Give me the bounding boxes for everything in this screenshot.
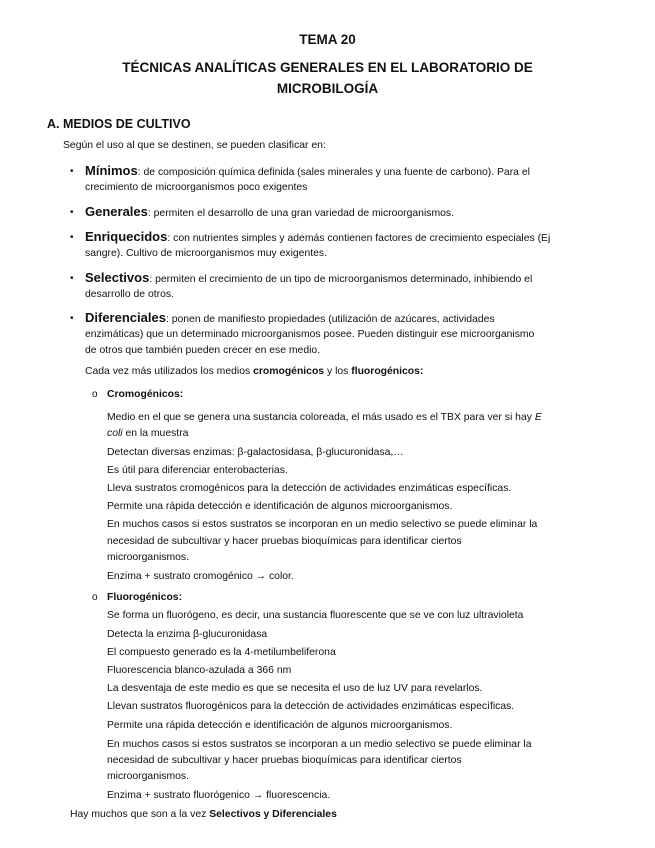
media-generales (85, 204, 454, 222)
media-desc: : permiten el crecimiento de un tipo de microorganismos determinado, inhibiendo el (149, 274, 533, 285)
cromo-line-1 (107, 410, 542, 426)
title-line-1: TÉCNICAS ANALÍTICAS GENERALES EN EL LABORATORIO DE (122, 60, 533, 75)
section-a-intro: Según el uso al que se destinen, se pueden clasificar en: (63, 140, 326, 151)
media-selectivos-cont: desarrollo de otros. (85, 289, 174, 300)
bullet-icon: • (70, 232, 74, 243)
media-desc: : permiten el desarrollo de una gran variedad de microorganismos. (147, 208, 454, 219)
cromo-line-9: microorganismos. (107, 552, 189, 563)
closing-pre: Hay muchos que son a la vez (70, 809, 210, 820)
media-term: Generales (85, 204, 148, 219)
media-term: Mínimos (85, 163, 138, 178)
tema-number: TEMA 20 (299, 32, 356, 47)
circle-bullet-icon: o (92, 389, 98, 400)
cromo-line-4: Es útil para diferenciar enterobacterias. (107, 465, 288, 476)
cromogenicos-heading (107, 387, 183, 403)
media-desc: : de composición química definida (sales minerales y una fuente de carbono). Para el (137, 167, 530, 178)
media-diferenciales-cont: enzimáticas) que un determinado microorganismos posee. Pueden distinguir ese microorganismo (85, 329, 535, 340)
media-minimos-cont: crecimiento de microorganismos poco exigentes (85, 182, 308, 193)
fluoro-line-2: Detecta la enzima β-glucuronidasa (107, 629, 268, 640)
bullet-icon: • (70, 207, 74, 218)
media-diferenciales-cont2: de otros que también pueden crecer en ese medio. (85, 345, 321, 356)
fluoro-line-9: necesidad de subcultivar y hacer pruebas bioquímicas para identificar ciertos (107, 755, 462, 766)
cromogenicos-heading-text: Cromogénicos: (107, 389, 184, 400)
closing-bold: Selectivos y Diferenciales (209, 809, 337, 820)
most-used-pre: Cada vez más utilizados los medios (85, 366, 254, 377)
closing-line (70, 807, 337, 823)
cromo-line-5: Lleva sustratos cromogénicos para la detección de actividades enzimáticas específicas. (107, 483, 512, 494)
most-used-line (85, 364, 423, 380)
fluoro-line-6: Llevan sustratos fluorogénicos para la detección de actividades enzimáticas específicas. (107, 701, 515, 712)
cromo-line-2-text: en la muestra (122, 428, 189, 439)
media-minimos (85, 163, 530, 181)
fluoro-line-1: Se forma un fluorógeno, es decir, una sustancia fluorescente que se ve con luz ultravioleta (107, 610, 524, 621)
title-line-2: MICROBILOGÍA (276, 81, 379, 96)
fluoro-line-4: Fluorescencia blanco-azulada a 366 nm (107, 665, 292, 676)
fluoro-line-11: Enzima + sustrato fluorógenico → fluorescencia. (107, 790, 331, 801)
most-used-bold-2: fluorogénicos: (351, 366, 424, 377)
section-a-heading: MEDIOS DE CULTIVO (63, 117, 191, 131)
cromo-line-6: Permite una rápida detección e identificación de algunos microorganismos. (107, 501, 453, 512)
cromo-line-3: Detectan diversas enzimas: β-galactosidasa, β-glucuronidasa,… (107, 447, 404, 458)
section-a-marker: A. (47, 117, 60, 131)
fluoro-line-7: Permite una rápida detección e identificación de algunos microorganismos. (107, 720, 453, 731)
fluoro-line-10: microorganismos. (107, 771, 189, 782)
media-term: Selectivos (85, 270, 150, 285)
fluoro-line-5: La desventaja de este medio es que se necesita el uso de luz UV para revelarlos. (107, 683, 483, 694)
fluoro-line-8: En muchos casos si estos sustratos se incorporan a un medio selectivo se puede eliminar la (107, 739, 532, 750)
cromo-line-8: necesidad de subcultivar y hacer pruebas bioquímicas para identificar ciertos (107, 536, 462, 547)
cromo-line-1-text: Medio en el que se genera una sustancia coloreada, el más usado es el TBX para ver si hay (107, 412, 535, 423)
fluorogenicos-heading-text: Fluorogénicos: (107, 592, 183, 603)
cromo-line-7: En muchos casos si estos sustratos se incorporan en un medio selectivo se puede eliminar la (107, 519, 538, 530)
most-used-mid: y los (324, 366, 352, 377)
bullet-icon: • (70, 273, 74, 284)
media-diferenciales (85, 310, 495, 328)
media-desc: : ponen de manifiesto propiedades (utilización de azúcares, actividades (165, 314, 495, 325)
cromo-line-2 (107, 426, 188, 442)
cromo-line-1-italic: E (534, 412, 542, 423)
cromo-line-2-italic: coli (107, 428, 123, 439)
bullet-icon: • (70, 313, 74, 324)
fluorogenicos-heading (107, 590, 182, 606)
media-desc: : con nutrientes simples y además contienen factores de crecimiento especiales (Ej (167, 233, 551, 244)
fluoro-line-3: El compuesto generado es la 4-metilumbeliferona (107, 647, 336, 658)
circle-bullet-icon: o (92, 592, 98, 603)
most-used-bold-1: cromogénicos (253, 366, 325, 377)
media-enriquecidos (85, 229, 550, 247)
media-selectivos (85, 270, 532, 288)
media-enriquecidos-cont: sangre). Cultivo de microorganismos muy exigentes. (85, 248, 327, 259)
media-term: Enriquecidos (85, 229, 168, 244)
bullet-icon: • (70, 166, 74, 177)
media-term: Diferenciales (85, 310, 166, 325)
cromo-line-10: Enzima + sustrato cromogénico → color. (107, 571, 294, 582)
